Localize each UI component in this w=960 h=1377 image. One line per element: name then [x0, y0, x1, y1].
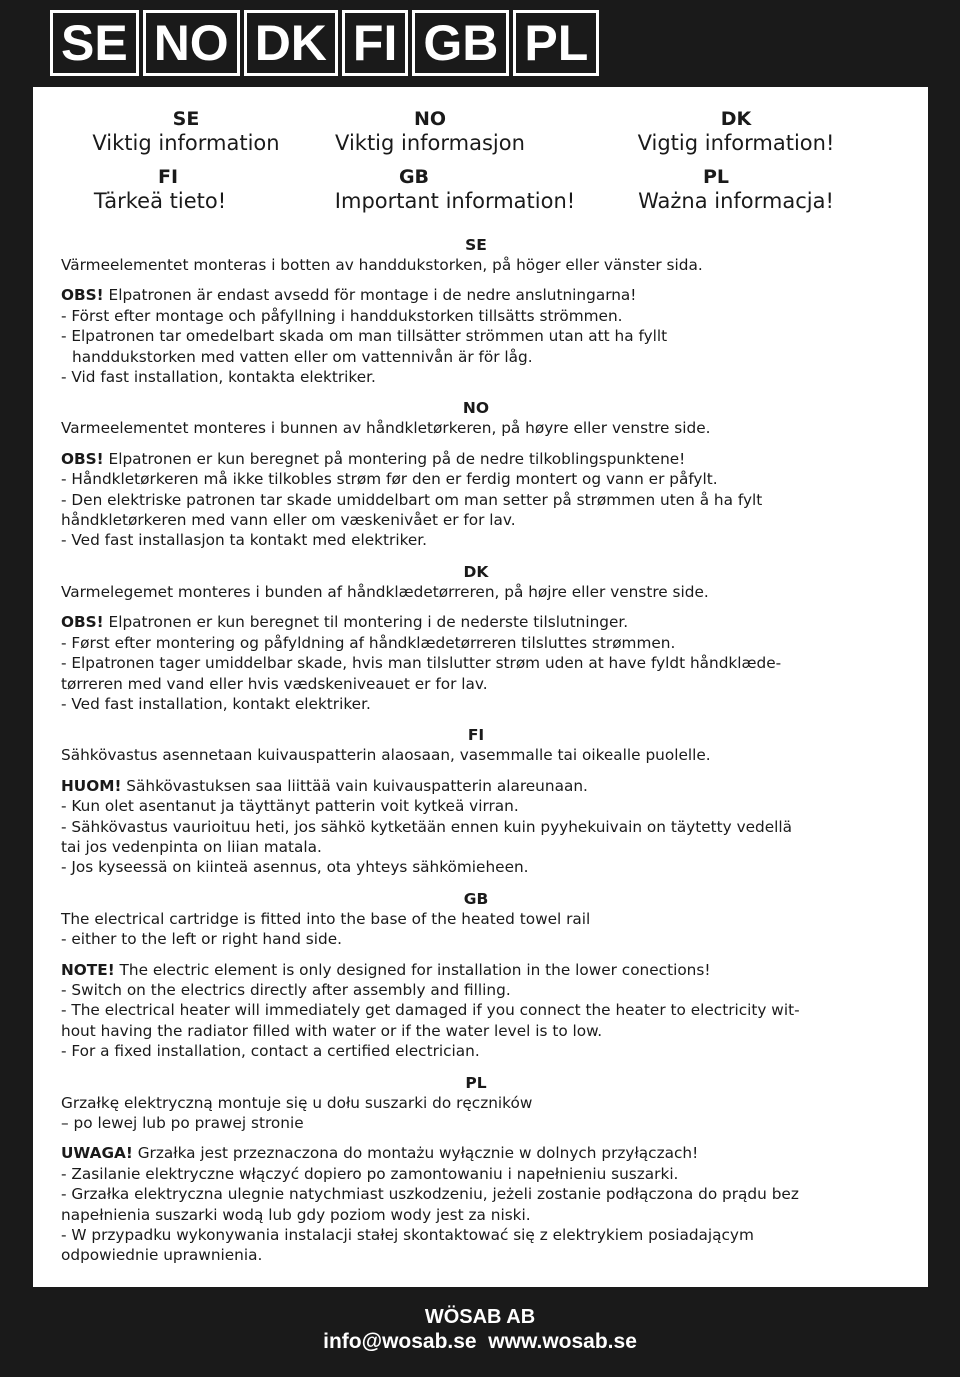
section-no — [61, 398, 891, 550]
intro-text: Varmelegemet monteres i bunden af håndklædetørreren, på højre eller venstre side. — [61, 582, 709, 601]
instruction-line: - Vid fast installation, kontakta elektriker. — [61, 368, 376, 387]
warning-text: Grzałka jest przeznaczona do montażu wyłącznie w dolnych przyłączach! — [132, 1144, 699, 1163]
instruction-line: - Den elektriske patronen tar skade umiddelbart om man setter på strømmen uten å ha fylt — [61, 490, 763, 509]
instruction-line: - Sähkövastus vaurioituu heti, jos sähkö kytketään ennen kuin pyyhekuivain on täytetty vedellä — [61, 817, 793, 836]
section-se — [61, 235, 891, 387]
warning-label: NOTE! — [61, 960, 115, 979]
lang-tag-pl: PL — [513, 10, 599, 76]
lang-tag-fi: FI — [342, 10, 408, 76]
warning-text: Elpatronen er kun beregnet til montering i de nederste tilslutninger. — [103, 613, 629, 632]
instruction-line: tørreren med vand eller hvis vædskeniveauet er for lav. — [61, 674, 488, 693]
section-code: SE — [465, 236, 487, 254]
instruction-line: - Kun olet asentanut ja täyttänyt patterin voit kytkeä virran. — [61, 797, 519, 816]
intro-text: Sähkövastus asennetaan kuivauspatterin alaosaan, vasemmalle tai oikealle puolelle. — [61, 746, 711, 765]
instruction-line: - Ved fast installasjon ta kontakt med elektriker. — [61, 531, 428, 550]
intro-text: – po lewej lub po prawej stronie — [61, 1114, 304, 1132]
header-text-se: Viktig information — [92, 131, 280, 155]
warning-line — [61, 960, 891, 980]
warning-line — [61, 449, 891, 469]
warning-text: Sähkövastuksen saa liittää vain kuivauspatterin alareunaan. — [121, 776, 588, 795]
instructions — [61, 235, 891, 1266]
header-text-fi: Tärkeä tieto! — [93, 189, 227, 213]
instruction-line: hout having the radiator filled with water or if the water level is to low. — [61, 1021, 603, 1040]
header-code-gb: GB — [398, 166, 430, 188]
header-text-no: Viktig informasjon — [335, 131, 525, 155]
section-code: PL — [465, 1073, 487, 1092]
instruction-line: - Håndkletørkeren må ikke tilkobles strøm før den er ferdig montert og vann er påfylt. — [61, 470, 718, 489]
instruction-line: - Zasilanie elektryczne włączyć dopiero po zamontowaniu i napełnieniu suszarki. — [61, 1164, 679, 1183]
instruction-line: - Først efter montering og påfyldning af håndklædetørreren tilsluttes strømmen. — [61, 633, 676, 652]
warning-line — [61, 776, 891, 796]
intro-text: The electrical cartridge is fitted into the base of the heated towel rail — [61, 909, 591, 928]
intro-text: Varmeelementet monteres i bunnen av håndkletørkeren, på høyre eller venstre side. — [61, 419, 711, 438]
instruction-line: - W przypadku wykonywania instalacji stałej skontaktować się z elektrykiem posiadającym — [61, 1226, 754, 1245]
warning-line — [61, 612, 891, 632]
warning-text: Elpatronen er kun beregnet på montering på de nedre tilkoblingspunktene! — [103, 449, 686, 468]
lang-tag-dk: DK — [244, 10, 338, 76]
warning-text: Elpatronen är endast avsedd för montage i de nedre anslutningarna! — [103, 286, 637, 305]
header-code-pl: PL — [702, 166, 730, 188]
intro-text: Värmeelementet monteras i botten av handdukstorken, på höger eller vänster sida. — [61, 256, 703, 274]
lang-tag-no: NO — [143, 10, 240, 76]
header-code-dk: DK — [720, 108, 752, 130]
intro-text: Grzałkę elektryczną montuje się u dołu suszarki do ręczników — [61, 1093, 533, 1112]
lang-tag-se: SE — [50, 10, 139, 76]
section-pl — [61, 1073, 891, 1266]
company-name: WÖSAB AB — [424, 1306, 536, 1328]
header-code-se: SE — [172, 108, 200, 130]
instruction-line: - Ved fast installation, kontakt elektriker. — [61, 694, 371, 713]
section-fi — [61, 725, 891, 877]
instruction-line: - Elpatronen tager umiddelbar skade, hvis man tilslutter strøm uden at have fyldt håndklæde- — [61, 654, 782, 673]
instruction-line: - Switch on the electrics directly after assembly and filling. — [61, 980, 511, 999]
intro-text: - either to the left or right hand side. — [61, 930, 342, 949]
contact-line: info@wosab.se www.wosab.se — [323, 1330, 637, 1353]
warning-label: OBS! — [61, 286, 104, 305]
lang-tag-gb: GB — [412, 10, 509, 76]
warning-label: OBS! — [61, 613, 104, 632]
instruction-line: napełnienia suszarki wodą lub gdy poziom wody jest za niski. — [61, 1205, 531, 1224]
instruction-line: handdukstorken med vatten eller om vattennivån är för låg. — [72, 347, 533, 366]
section-code: FI — [467, 726, 485, 745]
warning-line — [61, 1143, 891, 1163]
section-code: GB — [463, 889, 489, 908]
section-dk — [61, 562, 891, 714]
instruction-line: - Elpatronen tar omedelbart skada om man tillsätter strömmen utan att ha fyllt — [61, 327, 668, 346]
warning-label: UWAGA! — [61, 1144, 133, 1163]
instruction-line: - Först efter montage och påfyllning i handdukstorken tillsätts strömmen. — [61, 306, 623, 325]
instruction-line: - Jos kyseessä on kiinteä asennus, ota yhteys sähkömieheen. — [61, 858, 529, 877]
header-text-dk: Vigtig information! — [637, 131, 835, 155]
section-code: NO — [462, 399, 490, 418]
header-code-fi: FI — [157, 166, 179, 188]
header-code-no: NO — [413, 108, 447, 130]
section-code: DK — [463, 562, 489, 581]
section-gb — [61, 889, 891, 1062]
header-text-gb: Important information! — [334, 189, 576, 213]
language-bar — [50, 10, 599, 76]
warning-label: OBS! — [61, 449, 104, 468]
warning-line — [61, 285, 891, 305]
instruction-line: odpowiednie uprawnienia. — [61, 1246, 263, 1265]
instruction-line: - For a fixed installation, contact a certified electrician. — [61, 1042, 480, 1061]
instruction-line: håndkletørkeren med vann eller om væskenivået er for lav. — [61, 511, 516, 530]
instruction-line: tai jos vedenpinta on liian matala. — [61, 837, 322, 856]
header-text-pl: Ważna informacja! — [638, 189, 834, 213]
instruction-line: - Grzałka elektryczna ulegnie natychmiast uszkodzeniu, jeżeli zostanie podłączona do prądu bez — [61, 1185, 799, 1204]
warning-text: The electric element is only designed for installation in the lower conections! — [114, 960, 711, 979]
instruction-line: - The electrical heater will immediately get damaged if you connect the heater to electricity wit- — [61, 1001, 800, 1020]
warning-label: HUOM! — [61, 776, 122, 795]
